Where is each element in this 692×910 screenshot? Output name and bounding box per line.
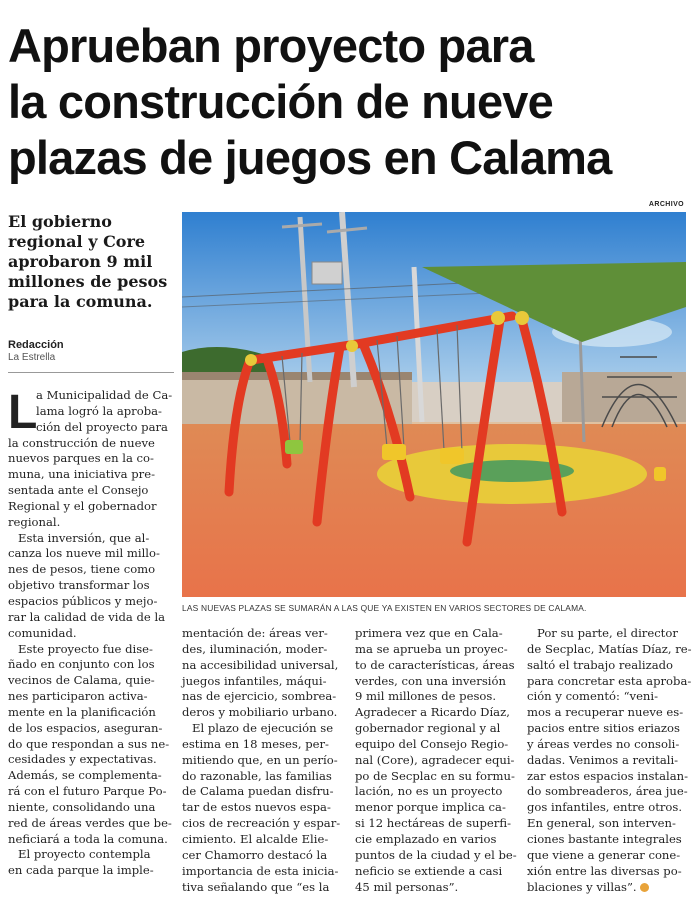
body-line: dadas. Venimos a revitali- bbox=[527, 752, 679, 767]
body-line: Este proyecto fue dise- bbox=[18, 641, 153, 656]
body-line: Esta inversión, que al- bbox=[18, 530, 150, 545]
body-line: Por su parte, el director bbox=[537, 626, 678, 640]
headline-line: la construcción de nueve bbox=[8, 75, 553, 128]
body-line: comunidad. bbox=[8, 625, 77, 640]
lede-line: El gobierno bbox=[8, 212, 112, 231]
body-line: ñado en conjunto con los bbox=[8, 657, 155, 672]
body-line: cer Chamorro destacó la bbox=[182, 847, 328, 862]
body-line-last bbox=[527, 880, 687, 896]
body-line: a Municipalidad de Ca- bbox=[36, 388, 173, 402]
lede-line: millones de pesos bbox=[8, 272, 168, 291]
end-mark-icon bbox=[640, 883, 649, 892]
body-line: lama logró la aproba- bbox=[36, 403, 162, 418]
body-line: de Calama puedan disfru- bbox=[182, 784, 334, 799]
body-line: na accesibilidad universal, bbox=[182, 657, 339, 672]
body-line: pacios entre sitios eriazos bbox=[527, 721, 680, 736]
body-line: deros y mobiliario urbano. bbox=[182, 705, 338, 720]
body-line: nes de pesos, tiene como bbox=[8, 562, 156, 577]
body-line: Regional y el gobernador bbox=[8, 498, 157, 513]
body-line: 9 mil millones de pesos. bbox=[355, 689, 497, 704]
body-line: para concretar esta aproba- bbox=[527, 673, 692, 688]
body-line: de Secplac, Matías Díaz, re- bbox=[527, 641, 692, 656]
body-line: red de áreas verdes que be- bbox=[8, 815, 172, 830]
body-line: rá con el futuro Parque Po- bbox=[8, 784, 167, 799]
body-line: rar la calidad de vida de la bbox=[8, 609, 166, 624]
body-line: Además, se complementa- bbox=[8, 768, 162, 783]
body-line: juegos infantiles, máqui- bbox=[182, 673, 327, 688]
article-column-1 bbox=[8, 388, 178, 879]
headline-line: Aprueban proyecto para bbox=[8, 19, 534, 72]
body-line: En general, son interven- bbox=[527, 816, 676, 831]
body-line: cios de recreación y espar- bbox=[182, 816, 341, 831]
headline bbox=[8, 18, 684, 186]
body-line: en cada parque la imple- bbox=[8, 863, 154, 878]
article-column-2 bbox=[182, 626, 342, 895]
body-line: to de características, áreas bbox=[355, 657, 515, 672]
body-line: po de Secplac en su formu- bbox=[355, 768, 515, 783]
lede bbox=[8, 212, 178, 312]
body-line: nas de ejercicio, sombrea- bbox=[182, 689, 337, 704]
body-line: sentada ante el Consejo bbox=[8, 483, 149, 498]
body-line: mitiendo que, en un perío- bbox=[182, 752, 338, 767]
headline-line: plazas de juegos en Calama bbox=[8, 131, 612, 184]
lede-line: regional y Core bbox=[8, 232, 146, 251]
body-line: saltó el trabajo realizado bbox=[527, 657, 674, 672]
body-line: tiva señalando que “es la bbox=[182, 879, 330, 894]
body-line: lación, no es un proyecto bbox=[355, 784, 503, 799]
body-line: nes participaron activa- bbox=[8, 689, 148, 704]
body-line: cie emplazado en varios bbox=[355, 831, 497, 846]
body-line: mentación de: áreas ver- bbox=[182, 626, 328, 640]
body-line: verdes, con una inversión bbox=[355, 673, 506, 688]
body-line: mos a recuperar nueve es- bbox=[527, 705, 684, 720]
photo-caption: LAS NUEVAS PLAZAS SE SUMARÁN A LAS QUE YA EXISTEN EN VARIOS SECTORES DE CALAMA. bbox=[182, 603, 587, 613]
body-line: tar de estos nuevos espa- bbox=[182, 800, 331, 815]
body-line: estima en 18 meses, per- bbox=[182, 736, 329, 751]
body-line: primera vez que en Cala- bbox=[355, 626, 503, 640]
body-line: xión entre las diversas po- bbox=[527, 863, 682, 878]
body-line: do razonable, las familias bbox=[182, 768, 332, 783]
body-line: des, iluminación, moder- bbox=[182, 641, 328, 656]
body-line: 45 mil personas”. bbox=[355, 879, 459, 894]
byline-author: Redacción bbox=[8, 339, 64, 351]
divider bbox=[8, 372, 174, 373]
body-line: El proyecto contempla bbox=[18, 847, 151, 862]
body-line: ciones bastante integrales bbox=[527, 831, 682, 846]
body-line: nal (Core), agradecer equi- bbox=[355, 752, 515, 767]
body-line: canza los nueve mil millo- bbox=[8, 546, 160, 561]
body-line: gobernador regional y al bbox=[355, 721, 501, 736]
body-line: equipo del Consejo Regio- bbox=[355, 736, 509, 751]
lede-line: para la comuna. bbox=[8, 292, 153, 311]
lede-line: aprobaron 9 mil bbox=[8, 252, 153, 271]
body-line: la construcción de nueve bbox=[8, 435, 155, 450]
body-line: do que respondan a sus ne- bbox=[8, 736, 170, 751]
body-line: puntos de la ciudad y el be- bbox=[355, 847, 517, 862]
body-line: muna, una iniciativa pre- bbox=[8, 467, 155, 482]
body-line: do sombreaderos, área jue- bbox=[527, 784, 688, 799]
body-line: neficio se extiende a casi bbox=[355, 863, 503, 878]
body-line: vecinos de Calama, quie- bbox=[8, 673, 155, 688]
body-line: si 12 hectáreas de superfi- bbox=[355, 816, 511, 831]
body-line: zar estos espacios instalan- bbox=[527, 768, 688, 783]
body-line: gos infantiles, entre otros. bbox=[527, 800, 683, 815]
playground-photo bbox=[182, 212, 686, 597]
body-line: menor porque implica ca- bbox=[355, 800, 506, 815]
article-column-4 bbox=[527, 626, 692, 895]
photo-credit: ARCHIVO bbox=[648, 201, 684, 208]
body-line: importancia de esta inicia- bbox=[182, 863, 339, 878]
body-line: Agradecer a Ricardo Díaz, bbox=[355, 705, 510, 720]
playground-illustration bbox=[182, 212, 686, 597]
body-line: que viene a generar cone- bbox=[527, 847, 681, 862]
body-line: cimiento. El alcalde Elie- bbox=[182, 831, 329, 846]
body-line: El plazo de ejecución se bbox=[192, 721, 334, 736]
body-line-text: blaciones y villas”. bbox=[527, 879, 637, 894]
body-line: y áreas verdes no consoli- bbox=[527, 736, 680, 751]
body-line: ma se aprueba un proyec- bbox=[355, 641, 508, 656]
body-line: regional. bbox=[8, 514, 61, 529]
byline-source: La Estrella bbox=[8, 352, 56, 363]
article-column-3 bbox=[355, 626, 515, 895]
body-line: de los espacios, aseguran- bbox=[8, 720, 163, 735]
body-line: neficiará a toda la comuna. bbox=[8, 831, 168, 846]
body-line: ción y comentó: “veni- bbox=[527, 689, 659, 704]
body-line: espacios públicos y mejo- bbox=[8, 593, 158, 608]
body-line: mente en la planificación bbox=[8, 704, 156, 719]
body-line: niente, consolidando una bbox=[8, 799, 156, 814]
drop-cap: L bbox=[8, 386, 38, 439]
body-line: ción del proyecto para bbox=[36, 419, 168, 434]
body-line: nuevos parques en la co- bbox=[8, 451, 154, 466]
body-line: cesidades y expectativas. bbox=[8, 752, 157, 767]
body-line: objetivo transformar los bbox=[8, 578, 150, 593]
